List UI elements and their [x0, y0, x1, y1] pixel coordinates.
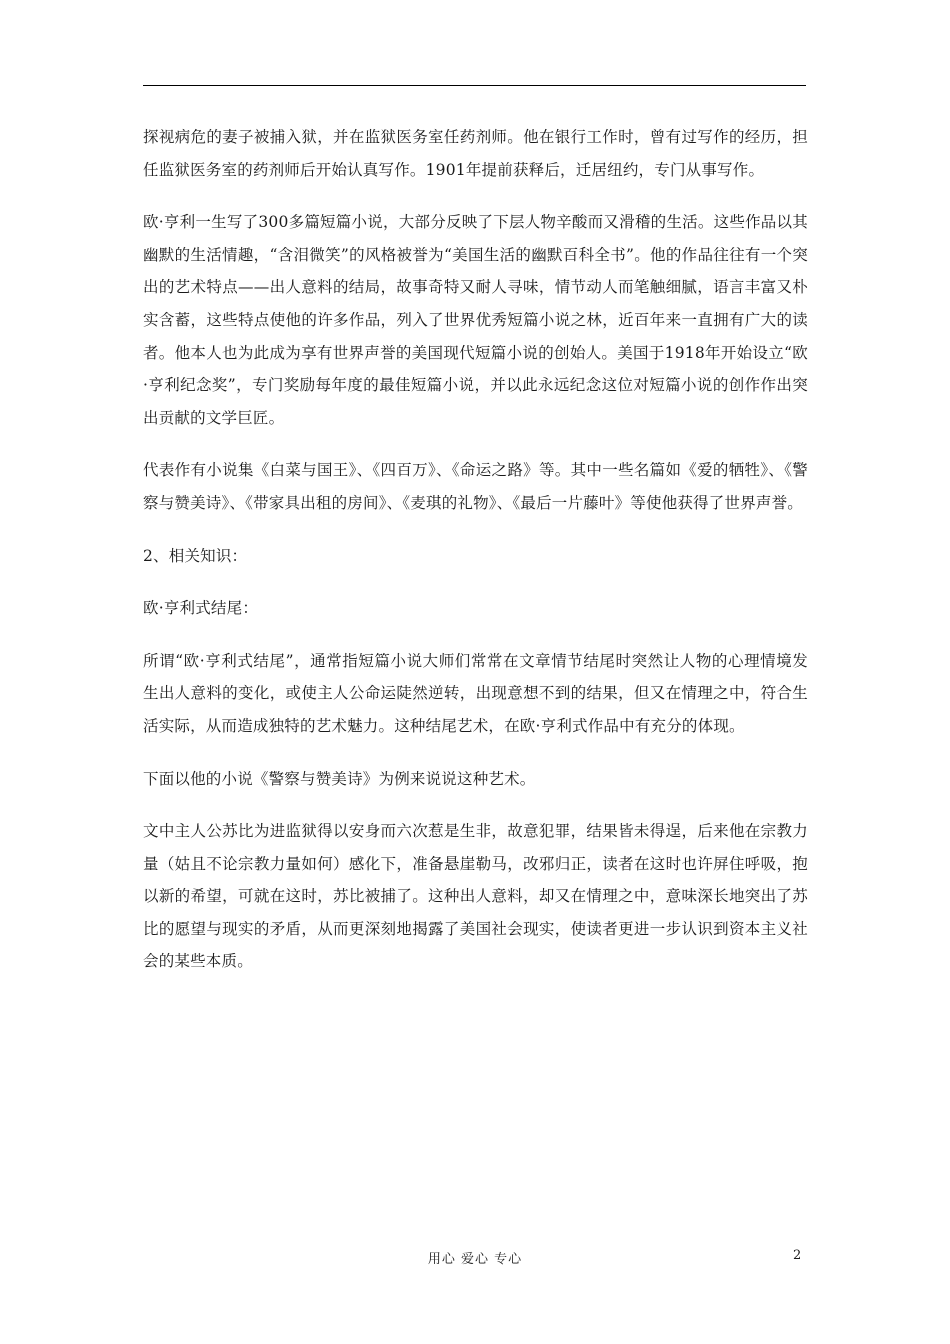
- paragraph-example-intro: 下面以他的小说《警察与赞美诗》为例来说说这种艺术。: [143, 769, 536, 788]
- paragraph-continuation: 探视病危的妻子被捕入狱，并在监狱医务室任药剂师。他在银行工作时，曾有过写作的经历，担任监狱医务室的药剂师后开始认真写作。1901年提前获释后，迁居纽约，专门从事写作。: [143, 128, 808, 179]
- section-heading-related-knowledge: 2、相关知识：: [143, 546, 248, 565]
- paragraph-example-analysis: 文中主人公苏比为进监狱得以安身而六次惹是生非，故意犯罪，结果皆未得逞，后来他在宗教力量（姑且不论宗教力量如何）感化下，准备悬崖勒马，改邪归正，读者在这时也许屏住呼吸，抱以新的希望，可就在这时，苏比被捕了。这种出人意料，却又在情理之中，意味深长地突出了苏比的愿望与现实的矛盾，从而更深刻地揭露了美国社会现实，使读者更进一步认识到资本主义社会的某些本质。: [143, 822, 808, 971]
- paragraph-biography: 欧·亨利一生写了300多篇短篇小说，大部分反映了下层人物辛酸而又滑稽的生活。这些作品以其幽默的生活情趣，“含泪微笑”的风格被誉为“美国生活的幽默百科全书”。他的作品往往有一个突出的艺术特点——出人意料的结局，故事奇特又耐人寻味，情节动人而笔触细腻，语言丰富又朴实含蓄，这些特点使他的许多作品，列入了世界优秀短篇小说之林，近百年来一直拥有广大的读者。他本人也为此成为享有世界声誉的美国现代短篇小说的创始人。美国于1918年开始设立“欧·亨利纪念奖”，专门奖励每年度的最佳短篇小说，并以此永远纪念这位对短篇小说的创作作出突出贡献的文学巨匠。: [143, 213, 808, 427]
- header-rule: [143, 85, 806, 86]
- footer-motto: 用心 爱心 专心: [427, 1252, 523, 1267]
- paragraph-ending-definition: 所谓“欧·亨利式结尾”，通常指短篇小说大师们常常在文章情节结尾时突然让人物的心理情境发生出人意料的变化，或使主人公命运陡然逆转，出现意想不到的结果，但又在情理之中，符合生活实际，从而造成独特的艺术魅力。这种结尾艺术，在欧·亨利式作品中有充分的体现。: [143, 651, 808, 735]
- document-body: [143, 121, 808, 998]
- paragraph-representative-works: 代表作有小说集《白菜与国王》、《四百万》、《命运之路》等。其中一些名篇如《爱的牺牲》、《警察与赞美诗》、《带家具出租的房间》、《麦琪的礼物》、《最后一片藤叶》等使他获得了世界声誉。: [143, 461, 808, 512]
- subheading-ohenry-ending: 欧·亨利式结尾：: [143, 599, 259, 618]
- page-number: 2: [793, 1248, 802, 1263]
